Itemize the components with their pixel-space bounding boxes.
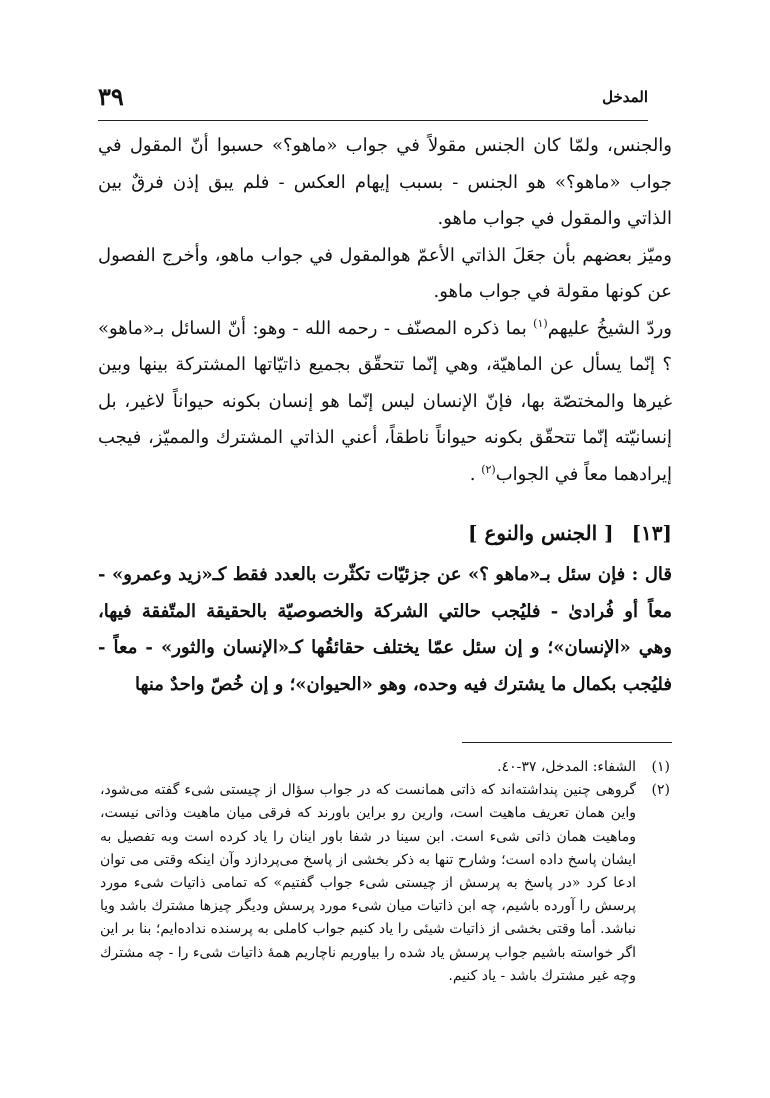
- section-title: [ الجنس والنوع ]: [468, 521, 614, 545]
- section-gap: [98, 493, 672, 513]
- footnote-ref-1: (١): [533, 316, 548, 330]
- section-number: [١٣]: [631, 521, 672, 545]
- footnote-text: گروهى چنين پنداشته‌اند كه ذاتى همانست كه در جواب سؤال از چيستى شىء گفته مى‌شود، واين همان تعريف ماهيت است، وارين رو براين باورند كه فرقى ميان ماهيت وذاتى نيست، وماهيت همان ذاتى شىء است. ابن سينا در شفا باور اينان را ياد كرده است وبه تفصيل به ايشان پاسخ داده است؛ وشارح تنها به ذكر بخشى از پاسخ مى‌پردازد وآن اينكه وقتى مى توان ادعا كرد «در پاسخ به پرسش از چيستى شىء جواب گفتيم» كه تمامى ذاتيات شىء مورد پرسش را آورده باشيم، چه ابن ذاتيات ميان شىء مورد پرسش وديگر چيزها مشترك باشد ويا نباشد. أما وقتى بخشى از ذاتيات شيئى را ياد كنيم جواب كاملى به پرسنده نداده‌ايم؛ بنا بر اين اگر خواسته باشيم جواب پرسش ياد شده را بياوريم ناچاريم همهٔ ذاتيات شىء را - چه مشترك وچه غير مشترك باشد - ياد كنيم.: [100, 782, 636, 984]
- main-text: [98, 128, 672, 703]
- footnote-text: الشفاء: المدخل، ٣٧-٤٠.: [497, 759, 636, 775]
- running-title: المدخل: [602, 88, 648, 106]
- paragraph-3-start: وردّ الشيخُ عليهم: [547, 317, 672, 339]
- section-heading: [98, 513, 672, 553]
- paragraph-3-middle: بما ذكره المصنّف - رحمه الله - وهو: أنّ السائل بـ«ماهو» ؟ إنّما يسأل عن الماهيّة، وهي إنّما تتحقّق بجميع ذاتيّاتها المشتركة بينها وبين غيرها والمختصّة بها، فإنّ الإنسان ليس إنّما هو إنسان بكونه حيواناً لاغير، بل إنسانيّته إنّما تتحقّق بكونه حيواناً ناطقاً، أعني الذاتي المشترك والمميّز، فيجب إيرادهما معاً في الجواب: [98, 317, 672, 485]
- footnote-number: (١): [651, 759, 670, 775]
- page-header: [98, 80, 648, 121]
- paragraph-1: والجنس، ولمّا كان الجنس مقولاً في جواب «ماهو؟» حسبوا أنّ المقول في جواب «ماهو؟» هو الجنس - بسبب إيهام العكس - فلم يبق إذن فرقٌ بين الذاتي والمقول في جواب ماهو.: [98, 135, 672, 229]
- footnotes: [100, 756, 670, 988]
- page-number: ٣٩: [98, 82, 124, 111]
- footnote-number: (٢): [651, 782, 670, 799]
- paragraph-3-end: .: [469, 463, 482, 485]
- footnote-divider: [462, 742, 672, 743]
- footnote-ref-2: (٢): [481, 462, 496, 476]
- paragraph-4-text: : فإن سئل بـ«ماهو ؟» عن جزئيّات تكثّرت بالعدد فقط كـ«زيد وعمرو» - معاً أو فُرادىٰ - فليُجب حالتي الشركة والخصوصيّة بالحقيقة المتّفقة فيها، وهي «الإنسان»؛ و إن سئل عمّا يختلف حقائقُها كـ«الإنسان والثور» - معاً - فليُجب بكمال ما يشترك فيه وحده، وهو «الحيوان»؛ و إن خُصّ واحدٌ منها: [98, 564, 672, 695]
- qal-label: قال: [644, 564, 672, 585]
- paragraph-2: وميّز بعضهم بأن جعَلَ الذاتي الأعمّ هوالمقول في جواب ماهو، وأخرج الفصول عن كونها مقولة في جواب ماهو.: [98, 244, 672, 302]
- paragraph-3: [98, 311, 672, 494]
- footnote-1: [100, 756, 670, 779]
- footnote-2: [100, 779, 670, 988]
- paragraph-4: [98, 557, 672, 703]
